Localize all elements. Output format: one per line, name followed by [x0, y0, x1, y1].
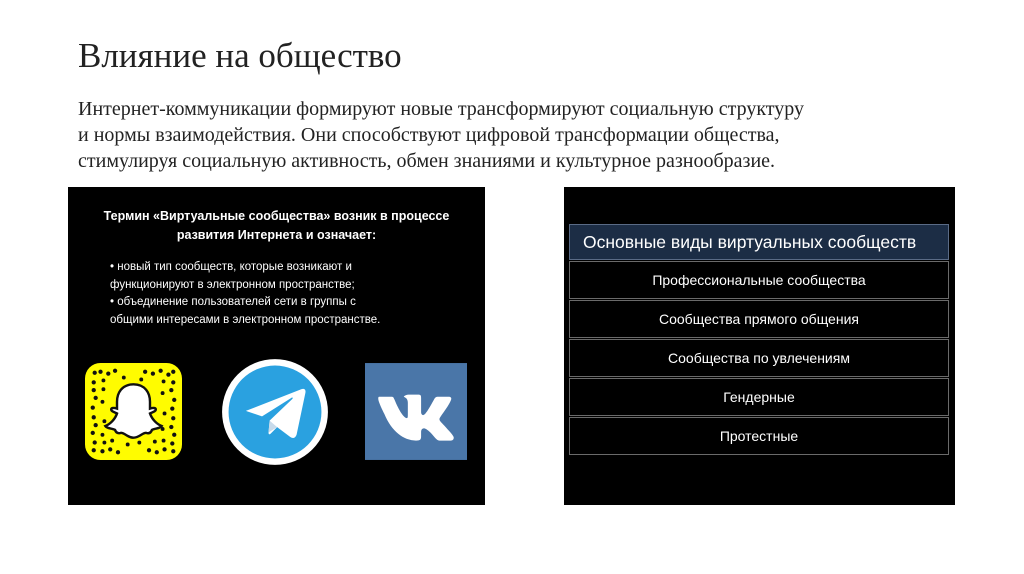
slide-title: Влияние на общество	[78, 36, 402, 75]
definition-bullet-line: функционируют в электронном пространстве;	[110, 278, 355, 291]
community-types-header: Основные виды виртуальных сообществ	[569, 224, 949, 260]
vk-icon	[365, 363, 467, 460]
community-type-row: Сообщества прямого общения	[569, 300, 949, 338]
definition-bullet-line: • объединение пользователей сети в группы с	[110, 296, 356, 308]
community-types-panel	[564, 187, 955, 505]
community-type-row: Протестные	[569, 417, 949, 455]
community-type-row: Гендерные	[569, 378, 949, 416]
community-type-row: Сообщества по увлечениям	[569, 339, 949, 377]
telegram-icon	[221, 358, 329, 466]
body-line: и нормы взаимодействия. Они способствуют цифровой трансформации общества,	[78, 124, 780, 146]
definition-bullets	[110, 259, 450, 329]
community-type-row: Профессиональные сообщества	[569, 261, 949, 299]
definition-bullet-line: общими интересами в электронном пространстве.	[110, 313, 381, 326]
snapchat-qr-icon	[85, 363, 182, 460]
definition-title-line: развития Интернета и означает:	[176, 228, 377, 242]
definition-title	[68, 207, 485, 245]
definition-bullet-line: • новый тип сообществ, которые возникают и	[110, 261, 352, 273]
body-line: стимулируя социальную активность, обмен знаниями и культурное разнообразие.	[78, 150, 776, 172]
body-line: Интернет-коммуникации формируют новые трансформируют социальную структуру	[78, 98, 805, 120]
slide-body-text	[78, 96, 958, 174]
definition-title-line: Термин «Виртуальные сообщества» возник в процессе	[103, 209, 450, 223]
virtual-communities-definition-panel	[68, 187, 485, 505]
